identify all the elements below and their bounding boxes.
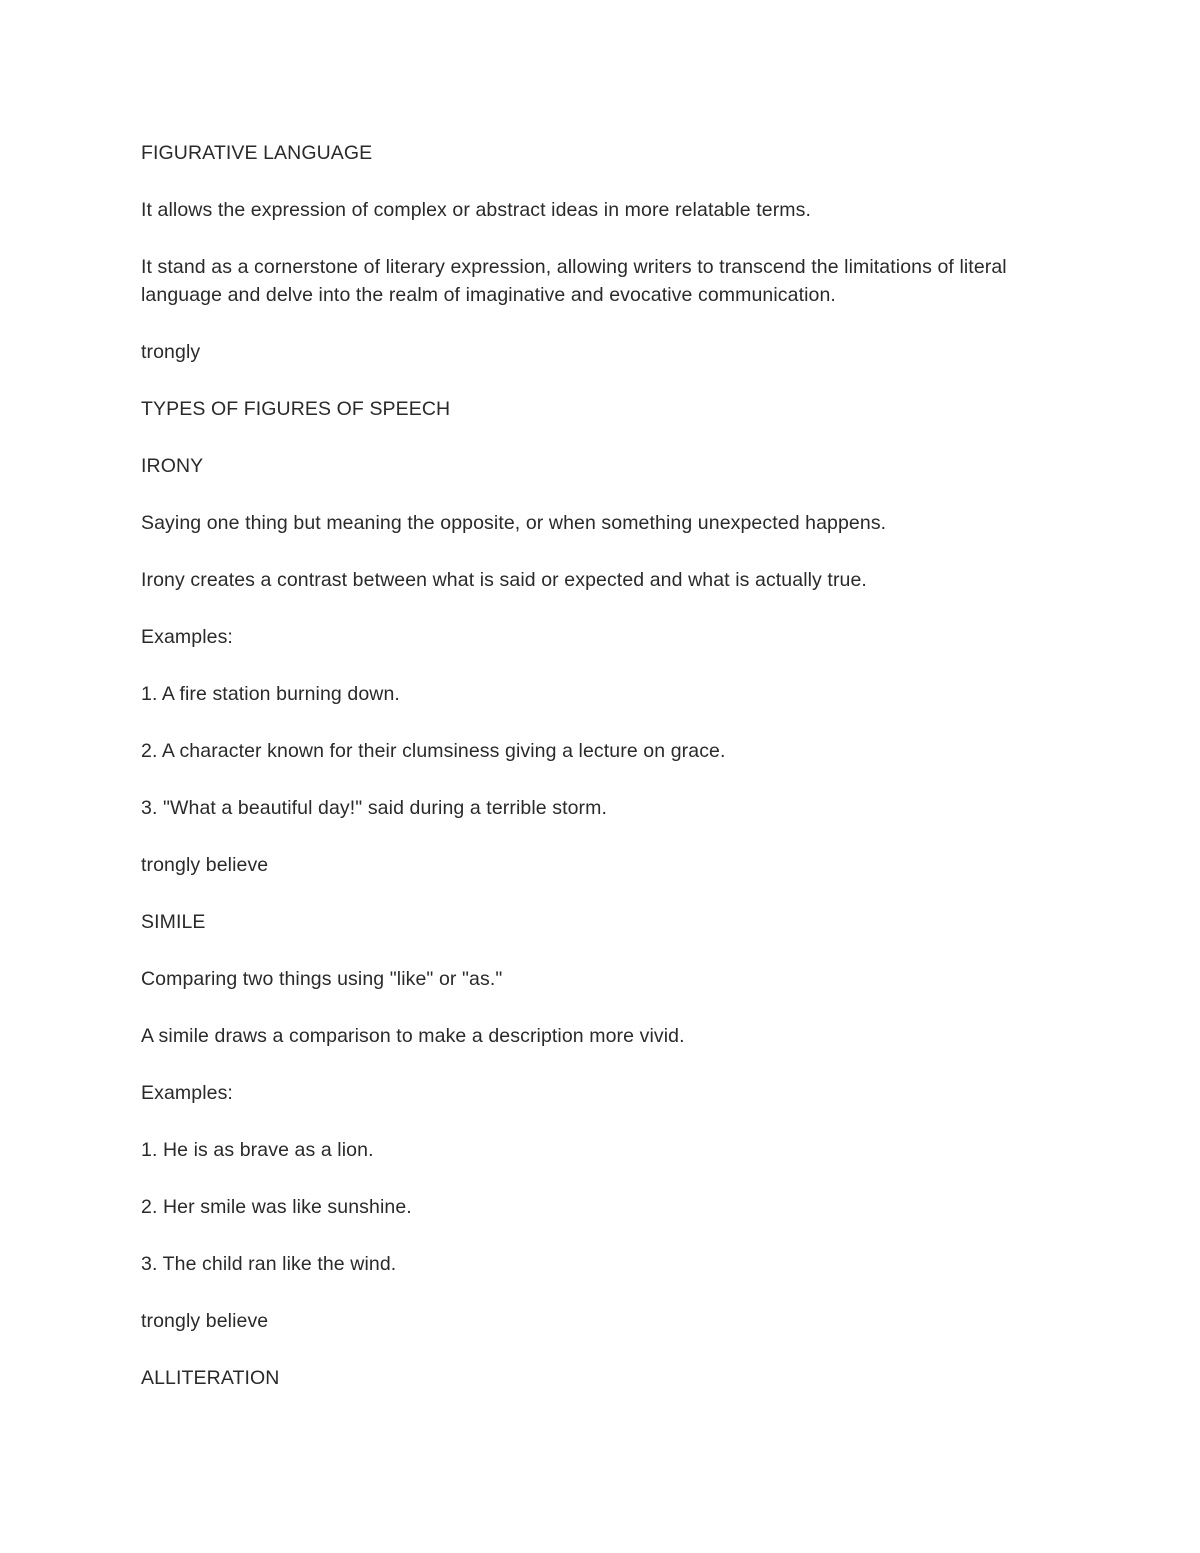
document-body xyxy=(141,139,1061,1421)
paragraph: trongly believe xyxy=(141,854,269,876)
subsection-heading: ALLITERATION xyxy=(141,1367,280,1389)
paragraph: trongly xyxy=(141,341,201,363)
example-item: 1. A fire station burning down. xyxy=(141,683,400,705)
examples-label: Examples: xyxy=(141,626,233,648)
paragraph: It allows the expression of complex or abstract ideas in more relatable terms. xyxy=(141,199,812,221)
example-item: 3. "What a beautiful day!" said during a terrible storm. xyxy=(141,797,608,819)
paragraph: A simile draws a comparison to make a description more vivid. xyxy=(141,1025,685,1047)
paragraph: Comparing two things using "like" or "as." xyxy=(141,968,503,990)
example-item: 2. Her smile was like sunshine. xyxy=(141,1196,412,1218)
paragraph: Saying one thing but meaning the opposite, or when something unexpected happens. xyxy=(141,512,887,534)
examples-label: Examples: xyxy=(141,1082,233,1104)
document-title: FIGURATIVE LANGUAGE xyxy=(141,142,373,164)
paragraph: Irony creates a contrast between what is said or expected and what is actually true. xyxy=(141,569,867,591)
subsection-heading: SIMILE xyxy=(141,911,206,933)
section-heading: TYPES OF FIGURES OF SPEECH xyxy=(141,398,451,420)
paragraph: trongly believe xyxy=(141,1310,269,1332)
subsection-heading: IRONY xyxy=(141,455,204,477)
example-item: 2. A character known for their clumsiness giving a lecture on grace. xyxy=(141,740,726,762)
example-item: 3. The child ran like the wind. xyxy=(141,1253,397,1275)
paragraph: It stand as a cornerstone of literary expression, allowing writers to transcend the limitations of literal language and delve into the realm of imaginative and evocative communication. xyxy=(141,256,1007,306)
example-item: 1. He is as brave as a lion. xyxy=(141,1139,374,1161)
